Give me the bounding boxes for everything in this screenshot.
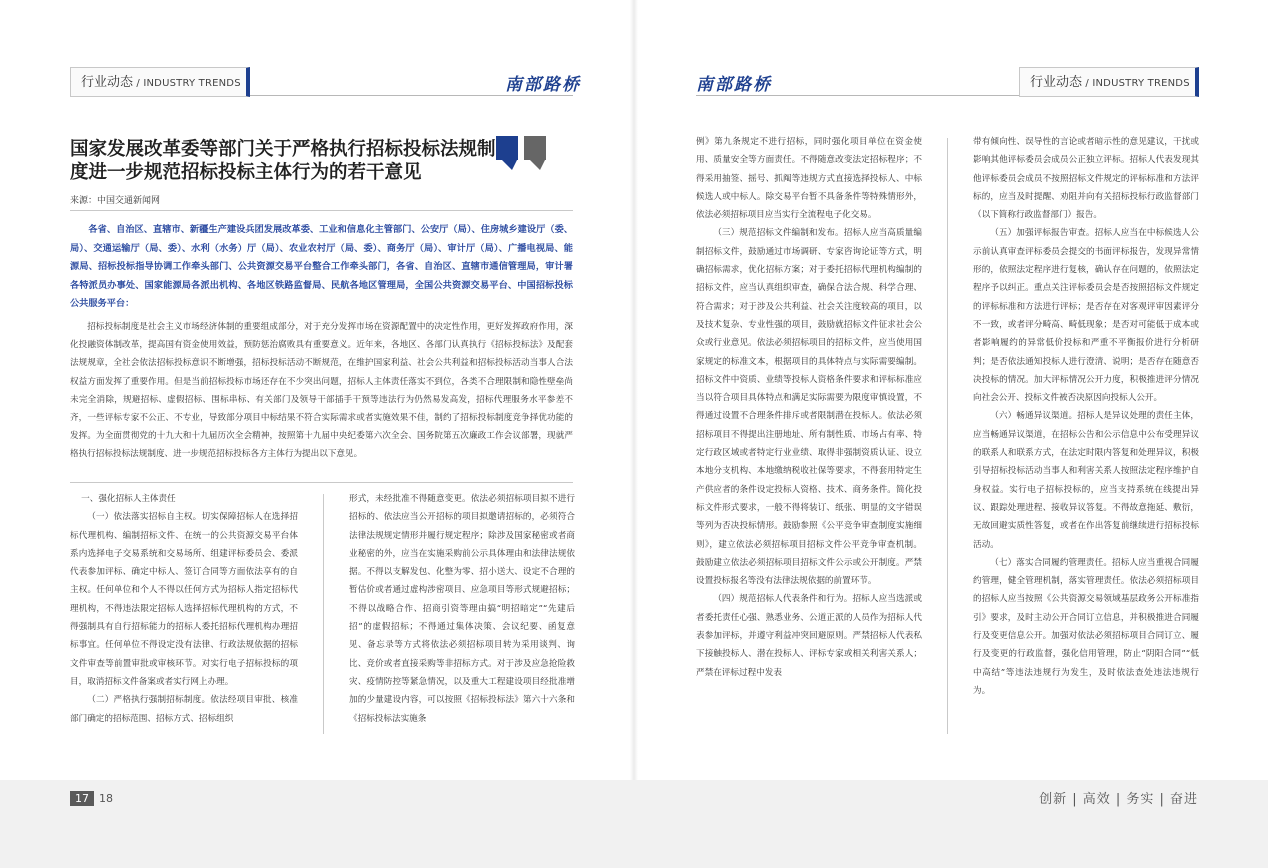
page-number-current: 17 (70, 791, 94, 806)
page-numbers (70, 791, 118, 806)
book-gutter (630, 0, 638, 868)
body-paragraph: （三）规范招标文件编制和发布。招标人应当高质量编制招标文件，鼓励通过市场调研、专家咨询论证等方式，明确招标需求，优化招标方案；对于委托招标代理机构编制的招标文件，应当认真组织审查，确保合法合规、科学合理、符合需求；对于涉及公共利益、社会关注度较高的项目，以及技术复杂、专业性强的项目，鼓励就招标文件征求社会公众或行业意见。依法必须招标项目的招标文件，应当使用国家规定的标准文本，根据项目的具体特点与实际需要编制。招标文件中资质、业绩等投标人资格条件要求和评标标准应当以符合项目具体特点和满足实际需要为限度审慎设置，不得通过设置不合理条件排斥或者限制潜在投标人。依法必须招标项目不得提出注册地址、所有制性质、市场占有率、特定行政区域或者特定行业业绩、取得非强制资质认证、设立本地分支机构、本地缴纳税收社保等要求，不得套用特定生产供应者的条件设定投标人资格、技术、商务条件。简化投标文件形式要求，一般不得将装订、纸张、明显的文字错误等列为否决投标情形。鼓励参照《公平竞争审查制度实施细则》，建立依法必须招标项目招标文件公平竞争审查机制。鼓励建立依法必须招标项目招标文件公示或公开制度。严禁设置投标报名等没有法律法规依据的前置环节。 (696, 228, 922, 587)
body-paragraph: （六）畅通异议渠道。招标人是异议处理的责任主体，应当畅通异议渠道，在招标公告和公示信息中公布受理异议的联系人和联系方式，在法定时限内答复和处理异议，积极引导招标投标活动当事人和利害关系人按照法定程序维护自身权益。实行电子招标投标的，应当支持系统在线提出异议、跟踪处理进程、接收异议答复。不得故意拖延、敷衍，无故回避实质性答复，或者在作出答复前继续进行招标投标活动。 (973, 411, 1199, 550)
quote-mark-blue-icon (496, 136, 518, 170)
section-separator: / (133, 78, 144, 89)
brand-logo-right: 南部路桥 (696, 75, 772, 95)
section-tab-right (1019, 67, 1199, 97)
section-tab-left (70, 67, 250, 97)
title-divider (70, 210, 573, 211)
section-heading: 一、强化招标人主体责任 (81, 494, 176, 504)
intro-divider (70, 482, 573, 483)
text-column-2 (349, 490, 575, 740)
quote-mark-gray-icon (524, 136, 546, 170)
body-paragraph: （五）加强评标报告审查。招标人应当在中标候选人公示前认真审查评标委员会提交的书面评标报告，发现异常情形的，依照法定程序进行复核，确认存在问题的，依照法定程序予以纠正。重点关注评标委员会是否按照招标文件规定的评标标准和方法进行评标；是否存在对客观评审因素评分不一致，或者评分畸高、畸低现象；是否对可能低于成本或者影响履约的异常低价投标和严重不平衡报价进行分析研判；是否依法通知投标人进行澄清、说明；是否存在随意否决投标的情况。加大评标情况公开力度，积极推进评分情况向社会公开、投标文件被否决原因向投标人公开。 (973, 228, 1199, 404)
intro-paragraph: 招标投标制度是社会主义市场经济体制的重要组成部分，对于充分发挥市场在资源配置中的决定性作用，更好发挥政府作用，深化投融资体制改革，提高国有资金使用效益，预防惩治腐败具有重要意义。近年来，各地区、各部门认真执行《招标投标法》及配套法规规章，全社会依法招标投标意识不断增强，招标投标活动不断规范，在维护国家利益、社会公共利益和招标投标活动当事人合法权益方面发挥了重要作用。但是当前招标投标市场还存在不少突出问题，招标人主体责任落实不到位，各类不合理限制和隐性壁垒尚未完全消除，规避招标、虚假招标、围标串标、有关部门及领导干部插手干预等违法行为仍然易发高发，招标代理服务水平参差不齐，一些评标专家不公正、不专业，导致部分项目中标结果不符合实际需求或者实施效果不佳，制约了招标投标制度竞争择优功能的发挥。为全面贯彻党的十九大和十九届历次全会精神，按照第十九届中央纪委第六次全会、国务院第五次廉政工作会议部署，现就严格执行招标投标法规制度、进一步规范招标投标各方主体行为提出以下意见。 (70, 322, 573, 460)
page-number-next: 18 (99, 792, 113, 805)
body-paragraph: （二）严格执行强制招标制度。依法经项目审批、核准部门确定的招标范围、招标方式、招标组织 (70, 695, 298, 724)
brand-logo-left: 南部路桥 (505, 75, 581, 95)
body-paragraph: 例》第九条规定不进行招标，同时强化项目单位在资金使用、质量安全等方面责任。不得随意改变法定招标程序；不得采用抽签、摇号、抓阄等违规方式直接选择投标人、中标候选人或中标人。除交易平台暂不具备条件等特殊情形外，依法必须招标项目应当实行全流程电子化交易。 (696, 137, 922, 221)
article-source: 来源：中国交通新闻网 (70, 196, 161, 206)
body-paragraph: （一）依法落实招标自主权。切实保障招标人在选择招标代理机构、编制招标文件、在统一的公共资源交易平台体系内选择电子交易系统和交易场所、组建评标委员会、委派代表参加评标、确定中标人、签订合同等方面依法享有的自主权。任何单位和个人不得以任何方式为招标人指定招标代理机构，不得违法限定招标人选择招标代理机构的方式，不得强制具有自行招标能力的招标人委托招标代理机构办理招标事宜。任何单位不得设定没有法律、行政法规依据的招标文件审查等前置审批或审核环节。对实行电子招标投标的项目，取消招标文件备案或者实行网上办理。 (70, 512, 298, 687)
text-column-3 (696, 133, 922, 741)
text-column-1 (70, 490, 298, 740)
column-rule-2 (947, 138, 948, 734)
section-title-cn: 行业动态 (81, 75, 134, 90)
body-paragraph: 形式，未经批准不得随意变更。依法必须招标项目拟不进行招标的、依法应当公开招标的项目拟邀请招标的，必须符合法律法规规定情形并履行规定程序；除涉及国家秘密或者商业秘密的外，应当在实施采购前公示具体理由和法律法规依据。不得以支解发包、化整为零、招小送大、设定不合理的暂估价或者通过虚构涉密项目、应急项目等形式规避招标；不得以战略合作、招商引资等理由搞“明招暗定”“先建后招”的虚假招标；不得通过集体决策、会议纪要、函复意见、备忘录等方式将依法必须招标项目转为采用谈判、询比、竞价或者直接采购等非招标方式。对于涉及应急抢险救灾、疫情防控等紧急情况，以及重大工程建设项目经批准增加的少量建设内容，可以按照《招标投标法》第六十六条和《招标投标法实施条 (349, 494, 575, 724)
section-title-en: INDUSTRY TRENDS (1092, 78, 1190, 89)
section-title-en: INDUSTRY TRENDS (143, 78, 241, 89)
addressees-paragraph: 各省、自治区、直辖市、新疆生产建设兵团发展改革委、工业和信息化主管部门、公安厅（局）、住房城乡建设厅（委、局）、交通运输厅（局、委）、水利（水务）厅（局）、农业农村厅（局、委）、商务厅（局）、审计厅（局）、广播电视局、能源局、招标投标指导协调工作牵头部门、公共资源交易平台整合工作牵头部门，各省、自治区、直辖市通信管理局，审计署各特派员办事处、国家能源局各派出机构、各地区铁路监督局、民航各地区管理局，全国公共资源交易平台、中国招标投标公共服务平台： (70, 224, 573, 309)
body-paragraph: 带有倾向性、误导性的言论或者暗示性的意见建议，干扰或影响其他评标委员会成员公正独立评标。招标人代表发现其他评标委员会成员不按照招标文件规定的评标标准和方法评标的，应当及时提醒、劝阻并向有关招标投标行政监督部门（以下简称行政监督部门）报告。 (973, 137, 1199, 221)
article-title: 国家发展改革委等部门关于严格执行招标投标法规制度进一步规范招标投标主体行为的若干意见 (70, 139, 496, 183)
body-paragraph: （七）落实合同履约管理责任。招标人应当重视合同履约管理，健全管理机制，落实管理责任。依法必须招标项目的招标人应当按照《公共资源交易领域基层政务公开标准指引》要求，及时主动公开合同订立信息，并积极推进合同履行及变更信息公开。加强对依法必须招标项目合同订立、履行及变更的行政监督，强化信用管理，防止“阴阳合同”“低中高结”等违法违规行为发生，及时依法查处违法违规行为。 (973, 557, 1199, 696)
text-column-4 (973, 133, 1199, 741)
section-title-cn: 行业动态 (1030, 75, 1083, 90)
column-rule-1 (323, 494, 324, 734)
section-separator: / (1082, 78, 1093, 89)
footer-slogan: 创新 | 高效 | 务实 | 奋进 (1039, 792, 1198, 807)
body-paragraph: （四）规范招标人代表条件和行为。招标人应当选派或者委托责任心强、熟悉业务、公道正派的人员作为招标人代表参加评标，并遵守利益冲突回避原则。严禁招标人代表私下接触投标人、潜在投标人、评标专家或相关利害关系人；严禁在评标过程中发表 (696, 594, 922, 678)
